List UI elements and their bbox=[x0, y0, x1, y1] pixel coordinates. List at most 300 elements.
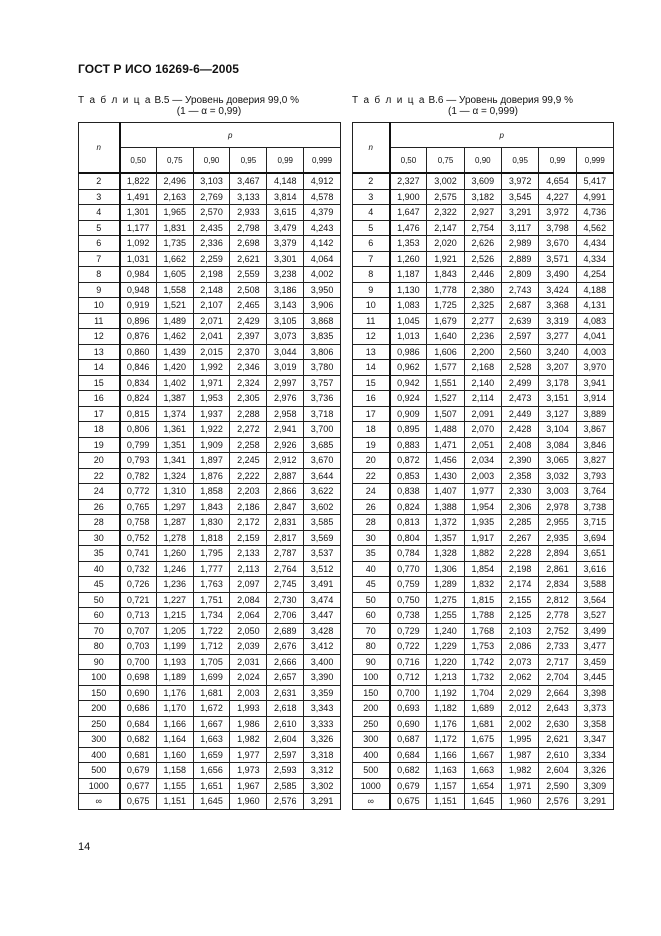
table-row bbox=[79, 577, 341, 593]
n-cell: 50 bbox=[353, 592, 390, 608]
table-row bbox=[353, 608, 614, 624]
n-cell: 5 bbox=[353, 220, 390, 236]
k-value-cell: 0,679 bbox=[120, 763, 157, 779]
k-value-cell: 2,015 bbox=[193, 344, 230, 360]
k-value-cell: 2,050 bbox=[230, 623, 267, 639]
k-value-cell: 0,679 bbox=[390, 778, 427, 794]
k-value-cell: 0,986 bbox=[390, 344, 427, 360]
k-value-cell: 0,846 bbox=[120, 360, 157, 376]
k-value-cell: 3,914 bbox=[576, 391, 613, 407]
k-value-cell: 2,778 bbox=[539, 608, 576, 624]
k-value-cell: 3,814 bbox=[267, 189, 304, 205]
k-value-cell: 0,722 bbox=[390, 639, 427, 655]
k-value-cell: 1,987 bbox=[501, 747, 538, 763]
p-column-header: p bbox=[390, 123, 614, 148]
p-value-header: 0,75 bbox=[427, 148, 464, 174]
k-value-cell: 2,787 bbox=[267, 546, 304, 562]
k-value-cell: 1,013 bbox=[390, 329, 427, 345]
table-row bbox=[353, 267, 614, 283]
p-value-header: 0,99 bbox=[267, 148, 304, 174]
table-row bbox=[79, 685, 341, 701]
table-row bbox=[353, 205, 614, 221]
k-value-cell: 1,681 bbox=[464, 716, 501, 732]
k-value-cell: 2,676 bbox=[267, 639, 304, 655]
caption-prefix: Т а б л и ц а bbox=[78, 95, 152, 106]
k-value-cell: 1,995 bbox=[501, 732, 538, 748]
k-value-cell: 2,666 bbox=[267, 654, 304, 670]
table-row bbox=[79, 220, 341, 236]
k-value-cell: 2,889 bbox=[501, 251, 538, 267]
k-value-cell: 3,143 bbox=[267, 298, 304, 314]
n-cell: 200 bbox=[353, 701, 390, 717]
k-value-cell: 4,736 bbox=[576, 205, 613, 221]
table-row bbox=[353, 236, 614, 252]
k-value-cell: 2,034 bbox=[464, 453, 501, 469]
k-value-cell: 1,551 bbox=[427, 375, 464, 391]
k-value-cell: 1,476 bbox=[390, 220, 427, 236]
table-row bbox=[353, 592, 614, 608]
k-value-cell: 1,374 bbox=[156, 406, 193, 422]
k-value-cell: 2,499 bbox=[501, 375, 538, 391]
k-value-cell: 2,408 bbox=[501, 437, 538, 453]
k-value-cell: 4,379 bbox=[304, 205, 341, 221]
k-value-cell: 1,705 bbox=[193, 654, 230, 670]
k-value-cell: 0,815 bbox=[120, 406, 157, 422]
k-value-cell: 1,189 bbox=[156, 670, 193, 686]
k-value-cell: 1,488 bbox=[427, 422, 464, 438]
k-value-cell: 1,971 bbox=[193, 375, 230, 391]
k-value-cell: 1,876 bbox=[193, 468, 230, 484]
caption-title: В.5 — Уровень доверия 99,0 % bbox=[154, 95, 299, 106]
k-value-cell: 1,753 bbox=[464, 639, 501, 655]
table-row bbox=[79, 313, 341, 329]
k-value-cell: 0,824 bbox=[120, 391, 157, 407]
k-value-cell: 3,616 bbox=[576, 561, 613, 577]
k-value-cell: 3,424 bbox=[539, 282, 576, 298]
k-value-cell: 0,703 bbox=[120, 639, 157, 655]
k-value-cell: 1,735 bbox=[156, 236, 193, 252]
k-value-cell: 2,358 bbox=[501, 468, 538, 484]
k-value-cell: 2,657 bbox=[267, 670, 304, 686]
k-value-cell: 1,960 bbox=[230, 794, 267, 810]
k-value-cell: 1,155 bbox=[156, 778, 193, 794]
k-value-cell: 1,751 bbox=[193, 592, 230, 608]
k-value-cell: 2,003 bbox=[464, 468, 501, 484]
table-row bbox=[79, 453, 341, 469]
k-value-cell: 3,715 bbox=[576, 515, 613, 531]
table-row bbox=[79, 329, 341, 345]
k-value-cell: 4,188 bbox=[576, 282, 613, 298]
k-value-cell: 2,429 bbox=[230, 313, 267, 329]
n-cell: 1000 bbox=[79, 778, 120, 794]
k-value-cell: 2,020 bbox=[427, 236, 464, 252]
table-row bbox=[79, 732, 341, 748]
k-value-cell: 1,372 bbox=[427, 515, 464, 531]
k-value-cell: 1,278 bbox=[156, 530, 193, 546]
n-cell: 500 bbox=[79, 763, 120, 779]
caption-confidence: (1 — α = 0,99) bbox=[176, 106, 242, 117]
k-value-cell: 3,972 bbox=[539, 205, 576, 221]
k-value-cell: 3,368 bbox=[539, 298, 576, 314]
p-value-header: 0,95 bbox=[230, 148, 267, 174]
k-value-cell: 0,700 bbox=[390, 685, 427, 701]
n-cell: 24 bbox=[353, 484, 390, 500]
k-value-cell: 1,965 bbox=[156, 205, 193, 221]
k-value-cell: 2,346 bbox=[230, 360, 267, 376]
n-cell: 15 bbox=[79, 375, 120, 391]
k-value-cell: 3,651 bbox=[576, 546, 613, 562]
k-value-cell: 3,105 bbox=[267, 313, 304, 329]
k-value-cell: 2,070 bbox=[464, 422, 501, 438]
k-value-cell: 2,325 bbox=[464, 298, 501, 314]
k-value-cell: 2,200 bbox=[464, 344, 501, 360]
k-value-cell: 3,950 bbox=[304, 282, 341, 298]
k-value-cell: 4,562 bbox=[576, 220, 613, 236]
k-value-cell: 3,694 bbox=[576, 530, 613, 546]
n-cell: 30 bbox=[79, 530, 120, 546]
k-value-cell: 0,813 bbox=[390, 515, 427, 531]
k-value-cell: 2,186 bbox=[230, 499, 267, 515]
k-value-cell: 0,675 bbox=[120, 794, 157, 810]
k-value-cell: 2,147 bbox=[427, 220, 464, 236]
n-cell: 19 bbox=[353, 437, 390, 453]
k-value-cell: 0,675 bbox=[390, 794, 427, 810]
k-value-cell: 3,334 bbox=[576, 747, 613, 763]
table-row bbox=[353, 360, 614, 376]
k-value-cell: 1,922 bbox=[193, 422, 230, 438]
k-value-cell: 1,778 bbox=[427, 282, 464, 298]
k-value-cell: 1,527 bbox=[427, 391, 464, 407]
k-value-cell: 2,769 bbox=[193, 189, 230, 205]
table-caption-right bbox=[352, 95, 614, 117]
k-value-cell: 3,846 bbox=[576, 437, 613, 453]
k-value-cell: 1,937 bbox=[193, 406, 230, 422]
k-value-cell: 1,289 bbox=[427, 577, 464, 593]
k-value-cell: 0,726 bbox=[120, 577, 157, 593]
k-value-cell: 1,577 bbox=[427, 360, 464, 376]
k-value-cell: 1,982 bbox=[230, 732, 267, 748]
n-cell: 300 bbox=[353, 732, 390, 748]
k-value-cell: 3,104 bbox=[539, 422, 576, 438]
k-value-cell: 2,228 bbox=[501, 546, 538, 562]
k-value-cell: 0,684 bbox=[390, 747, 427, 763]
n-cell: 8 bbox=[79, 267, 120, 283]
k-value-cell: 2,621 bbox=[230, 251, 267, 267]
k-value-cell: 2,064 bbox=[230, 608, 267, 624]
k-value-cell: 3,207 bbox=[539, 360, 576, 376]
table-row bbox=[353, 577, 614, 593]
k-value-cell: 3,670 bbox=[539, 236, 576, 252]
k-value-cell: 1,164 bbox=[156, 732, 193, 748]
k-value-cell: 1,199 bbox=[156, 639, 193, 655]
k-value-cell: 0,752 bbox=[120, 530, 157, 546]
k-value-cell: 3,379 bbox=[267, 236, 304, 252]
k-value-cell: 4,578 bbox=[304, 189, 341, 205]
table-row bbox=[353, 484, 614, 500]
n-cell: 80 bbox=[353, 639, 390, 655]
k-value-cell: 3,301 bbox=[267, 251, 304, 267]
k-value-cell: 1,843 bbox=[427, 267, 464, 283]
n-cell: 9 bbox=[79, 282, 120, 298]
k-value-cell: 2,148 bbox=[193, 282, 230, 298]
k-value-cell: 1,507 bbox=[427, 406, 464, 422]
k-value-cell: 1,712 bbox=[193, 639, 230, 655]
table-row bbox=[79, 282, 341, 298]
n-cell: 14 bbox=[79, 360, 120, 376]
table-row bbox=[79, 173, 341, 189]
k-value-cell: 2,733 bbox=[539, 639, 576, 655]
k-value-cell: 0,824 bbox=[390, 499, 427, 515]
k-value-cell: 1,954 bbox=[464, 499, 501, 515]
k-value-cell: 1,788 bbox=[464, 608, 501, 624]
n-cell: 250 bbox=[353, 716, 390, 732]
k-value-cell: 3,972 bbox=[501, 173, 538, 189]
k-value-cell: 3,970 bbox=[576, 360, 613, 376]
k-value-cell: 1,967 bbox=[230, 778, 267, 794]
k-value-cell: 1,830 bbox=[193, 515, 230, 531]
n-cell: 15 bbox=[353, 375, 390, 391]
k-value-cell: 4,003 bbox=[576, 344, 613, 360]
n-cell: 12 bbox=[79, 329, 120, 345]
k-value-cell: 1,645 bbox=[193, 794, 230, 810]
k-value-cell: 0,799 bbox=[120, 437, 157, 453]
k-value-cell: 1,704 bbox=[464, 685, 501, 701]
k-value-cell: 3,333 bbox=[304, 716, 341, 732]
k-value-cell: 1,795 bbox=[193, 546, 230, 562]
n-cell: 18 bbox=[353, 422, 390, 438]
k-value-cell: 3,757 bbox=[304, 375, 341, 391]
k-value-cell: 1,236 bbox=[156, 577, 193, 593]
k-value-cell: 3,685 bbox=[304, 437, 341, 453]
k-value-cell: 2,084 bbox=[230, 592, 267, 608]
p-value-header: 0,50 bbox=[390, 148, 427, 174]
k-value-cell: 0,876 bbox=[120, 329, 157, 345]
k-value-cell: 1,192 bbox=[427, 685, 464, 701]
k-value-cell: 1,656 bbox=[193, 763, 230, 779]
k-value-cell: 2,203 bbox=[230, 484, 267, 500]
k-value-cell: 1,734 bbox=[193, 608, 230, 624]
n-cell: 45 bbox=[353, 577, 390, 593]
k-value-cell: 2,198 bbox=[501, 561, 538, 577]
k-value-cell: 3,459 bbox=[576, 654, 613, 670]
p-value-header: 0,999 bbox=[304, 148, 341, 174]
p-value-header: 0,75 bbox=[156, 148, 193, 174]
k-value-cell: 3,889 bbox=[576, 406, 613, 422]
k-value-cell: 1,993 bbox=[230, 701, 267, 717]
k-value-cell: 1,986 bbox=[230, 716, 267, 732]
k-value-cell: 3,868 bbox=[304, 313, 341, 329]
k-value-cell: 2,528 bbox=[501, 360, 538, 376]
n-cell: 80 bbox=[79, 639, 120, 655]
k-value-cell: 2,267 bbox=[501, 530, 538, 546]
k-value-cell: 1,667 bbox=[464, 747, 501, 763]
k-value-cell: 2,597 bbox=[501, 329, 538, 345]
n-cell: 17 bbox=[353, 406, 390, 422]
table-row bbox=[353, 670, 614, 686]
table-row bbox=[79, 515, 341, 531]
k-value-cell: 1,973 bbox=[230, 763, 267, 779]
k-value-cell: 3,445 bbox=[576, 670, 613, 686]
k-value-cell: 2,717 bbox=[539, 654, 576, 670]
k-value-cell: 3,358 bbox=[576, 716, 613, 732]
table-row bbox=[353, 716, 614, 732]
k-value-cell: 1,662 bbox=[156, 251, 193, 267]
k-value-cell: 2,305 bbox=[230, 391, 267, 407]
k-value-cell: 1,456 bbox=[427, 453, 464, 469]
n-cell: 11 bbox=[79, 313, 120, 329]
k-value-cell: 0,948 bbox=[120, 282, 157, 298]
table-row bbox=[79, 530, 341, 546]
n-cell: 14 bbox=[353, 360, 390, 376]
k-value-cell: 1,229 bbox=[427, 639, 464, 655]
k-value-cell: 1,439 bbox=[156, 344, 193, 360]
k-value-cell: 1,858 bbox=[193, 484, 230, 500]
k-value-cell: 3,186 bbox=[267, 282, 304, 298]
k-value-cell: 0,700 bbox=[120, 654, 157, 670]
p-value-header: 0,99 bbox=[539, 148, 576, 174]
k-value-cell: 1,777 bbox=[193, 561, 230, 577]
k-value-cell: 2,597 bbox=[267, 747, 304, 763]
k-value-cell: 2,997 bbox=[267, 375, 304, 391]
table-row bbox=[79, 344, 341, 360]
n-cell: 4 bbox=[353, 205, 390, 221]
k-value-cell: 0,853 bbox=[390, 468, 427, 484]
k-value-cell: 1,679 bbox=[427, 313, 464, 329]
k-value-cell: 4,243 bbox=[304, 220, 341, 236]
k-value-cell: 3,615 bbox=[267, 205, 304, 221]
k-value-cell: 1,407 bbox=[427, 484, 464, 500]
k-value-cell: 1,667 bbox=[193, 716, 230, 732]
k-value-cell: 2,259 bbox=[193, 251, 230, 267]
k-value-cell: 0,682 bbox=[120, 732, 157, 748]
table-row bbox=[353, 546, 614, 562]
k-value-cell: 1,971 bbox=[501, 778, 538, 794]
k-value-cell: 2,051 bbox=[464, 437, 501, 453]
n-column-header: n bbox=[353, 123, 390, 174]
k-value-cell: 3,827 bbox=[576, 453, 613, 469]
k-value-cell: 3,644 bbox=[304, 468, 341, 484]
k-value-cell: 2,103 bbox=[501, 623, 538, 639]
n-cell: 2 bbox=[353, 173, 390, 189]
k-value-cell: 3,467 bbox=[230, 173, 267, 189]
k-value-cell: 3,302 bbox=[304, 778, 341, 794]
k-value-cell: 2,449 bbox=[501, 406, 538, 422]
table-row bbox=[353, 639, 614, 655]
k-value-cell: 2,559 bbox=[230, 267, 267, 283]
p-value-header: 0,90 bbox=[464, 148, 501, 174]
k-value-cell: 3,545 bbox=[501, 189, 538, 205]
table-row bbox=[353, 189, 614, 205]
n-cell: 200 bbox=[79, 701, 120, 717]
n-cell: 45 bbox=[79, 577, 120, 593]
table-caption-left bbox=[78, 95, 340, 117]
k-value-cell: 1,558 bbox=[156, 282, 193, 298]
k-value-cell: 3,569 bbox=[304, 530, 341, 546]
k-value-cell: 2,526 bbox=[464, 251, 501, 267]
k-value-cell: 2,002 bbox=[501, 716, 538, 732]
k-value-cell: 1,489 bbox=[156, 313, 193, 329]
k-value-cell: 3,127 bbox=[539, 406, 576, 422]
table-row bbox=[353, 561, 614, 577]
k-value-cell: 2,370 bbox=[230, 344, 267, 360]
caption-title: В.6 — Уровень доверия 99,9 % bbox=[428, 95, 573, 106]
k-value-cell: 2,706 bbox=[267, 608, 304, 624]
n-cell: 20 bbox=[79, 453, 120, 469]
table-row bbox=[79, 794, 341, 810]
k-value-cell: 1,430 bbox=[427, 468, 464, 484]
k-value-cell: 3,512 bbox=[304, 561, 341, 577]
n-cell: 22 bbox=[353, 468, 390, 484]
k-value-cell: 2,626 bbox=[464, 236, 501, 252]
k-value-cell: 3,585 bbox=[304, 515, 341, 531]
table-row bbox=[79, 670, 341, 686]
k-value-cell: 3,736 bbox=[304, 391, 341, 407]
k-value-cell: 4,434 bbox=[576, 236, 613, 252]
k-value-cell: 2,604 bbox=[539, 763, 576, 779]
n-cell: 28 bbox=[353, 515, 390, 531]
k-value-cell: 0,741 bbox=[120, 546, 157, 562]
k-value-cell: 1,663 bbox=[464, 763, 501, 779]
k-value-cell: 2,330 bbox=[501, 484, 538, 500]
n-cell: 17 bbox=[79, 406, 120, 422]
table-row bbox=[353, 623, 614, 639]
k-value-cell: 1,982 bbox=[501, 763, 538, 779]
k-value-cell: 2,976 bbox=[267, 391, 304, 407]
k-value-cell: 2,012 bbox=[501, 701, 538, 717]
k-value-cell: 2,798 bbox=[230, 220, 267, 236]
k-value-cell: 4,002 bbox=[304, 267, 341, 283]
k-value-cell: 2,576 bbox=[539, 794, 576, 810]
k-value-cell: 1,172 bbox=[427, 732, 464, 748]
k-value-cell: 1,992 bbox=[193, 360, 230, 376]
table-row bbox=[353, 422, 614, 438]
k-value-cell: 2,743 bbox=[501, 282, 538, 298]
k-value-cell: 2,809 bbox=[501, 267, 538, 283]
k-value-cell: 2,664 bbox=[539, 685, 576, 701]
k-value-cell: 3,117 bbox=[501, 220, 538, 236]
k-value-cell: 1,160 bbox=[156, 747, 193, 763]
table-row bbox=[79, 360, 341, 376]
k-value-cell: 0,690 bbox=[390, 716, 427, 732]
k-value-cell: 1,471 bbox=[427, 437, 464, 453]
k-value-cell: 0,684 bbox=[120, 716, 157, 732]
k-value-cell: 2,163 bbox=[156, 189, 193, 205]
k-value-cell: 1,193 bbox=[156, 654, 193, 670]
k-value-cell: 2,336 bbox=[193, 236, 230, 252]
table-row bbox=[353, 298, 614, 314]
n-cell: 400 bbox=[353, 747, 390, 763]
k-value-cell: 3,588 bbox=[576, 577, 613, 593]
n-cell: 26 bbox=[353, 499, 390, 515]
k-value-cell: 4,041 bbox=[576, 329, 613, 345]
table-row bbox=[79, 701, 341, 717]
k-value-cell: 0,687 bbox=[390, 732, 427, 748]
p-column-header: p bbox=[120, 123, 341, 148]
k-value-cell: 3,835 bbox=[304, 329, 341, 345]
k-value-cell: 2,894 bbox=[539, 546, 576, 562]
table-row bbox=[79, 654, 341, 670]
table-row bbox=[353, 778, 614, 794]
k-value-cell: 2,831 bbox=[267, 515, 304, 531]
k-value-cell: 4,083 bbox=[576, 313, 613, 329]
n-cell: 18 bbox=[79, 422, 120, 438]
k-value-cell: 0,707 bbox=[120, 623, 157, 639]
k-value-cell: 2,322 bbox=[427, 205, 464, 221]
k-value-cell: 0,758 bbox=[120, 515, 157, 531]
k-value-cell: 2,277 bbox=[464, 313, 501, 329]
k-value-cell: 1,402 bbox=[156, 375, 193, 391]
n-cell: 24 bbox=[79, 484, 120, 500]
